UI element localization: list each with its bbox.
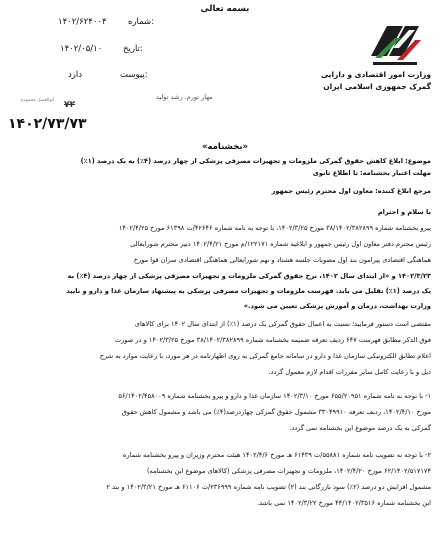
- validity-text: تا اطلاع ثانوی: [312, 169, 358, 177]
- paragraph-line: فوق الذکر مطابق فهرست ۶۴۷ ردیف تعرفه ضمیمه بخشنامه شماره ۳۸/۱۴۰۲/۳۸۲۸۹۹ مورخ ۱۴۰۲/۳/۲۵ و در صورت: [114, 336, 431, 344]
- paragraph-line: مقتضی است دستور فرمایید؛ نسبت به اعمال حقوق گمرکی یک درصد (۱٪) از ابتدای سال ۱۴۰۲ برای کالاهای: [134, 320, 431, 328]
- paragraph-line: ۱- با توجه به نامه شماره ۶۵۵/۲۰۹۵۱ مورخ ۱۴۰۲/۳/۱۰ سازمان غذا و دارو و پیرو بخشنامه شماره ۵۶/۱۴۰۲/۴۵۸۰۰۹: [118, 392, 431, 400]
- issuer-text: معاون اول محترم رئیس جمهور: [271, 187, 374, 195]
- paragraph-line: ذیل و با رعایت کامل سایر مقررات اقدام لازم معمول گردد.: [268, 368, 431, 376]
- paragraph-line: ۲- با توجه به تصویب نامه شماره ۵۵۸۸۱/ت ۶۱۴۳۹ هـ مورخ ۱۴۰۲/۴/۶ هیئت محترم وزیران و پیرو بخشنامه شماره: [122, 451, 431, 459]
- greeting: با سلام و احترام: [377, 208, 431, 216]
- customs-name: گمرک جمهوری اسلامی ایران: [323, 82, 431, 91]
- customs-logo: [365, 18, 425, 68]
- issuer-label: مرجع ابلاغ کننده:: [375, 187, 431, 195]
- paragraph-line: مشمول افزایش دو درصد (۲٪) سود بازرگانی بند (۲) تصویب نامه شماره ۲۳۶۹۹۹/ت ۶۱۱۰۶ هـ مورخ ۱۴۰۲/۳/۲۱ و بند ۲: [106, 483, 431, 491]
- paragraph-line: وزارت بهداشت، درمان و آموزش پزشکی تعیین می شود.»: [243, 302, 431, 310]
- subject-text: ابلاغ کاهش حقوق گمرکی ملزومات و تجهیزات مصرفی پزشکی از چهار درصد (۴٪) به یک درصد (۱٪): [80, 157, 404, 165]
- paragraph-line: این بخشنامه شماره ۴۴/۱۴۰۲/۳۵۱۶ مورخ ۱۴۰۲/۳/۲۲ نمی باشد.: [257, 499, 431, 507]
- number-label: شماره:: [128, 17, 155, 27]
- validity-label: مهلت اعتبار بخشنامه:: [360, 169, 431, 177]
- paragraph-line: رئیس محترم دفتر معاون اول رئیس جمهور و ابلاغیه شماره ۱۲۲۱۷۱/م مورخ ۱۴۰۲/۴/۲۱ دبیر محترم شورایعالی: [130, 240, 431, 248]
- paragraph-line: پیرو بخشنامه شماره ۳۸/۱۴۰۲/۳۸۲۸۹۹ مورخ ۱۴۰۲/۳/۲۵، با توجه به نامه شماره ۴۲۶۴۶/ت ۶۱۳۹۸ مورخ ۱۴۰۲/۴/۲۵: [118, 224, 431, 232]
- circular-number-struck: ۷۲: [64, 100, 75, 110]
- validity-line: [313, 169, 431, 178]
- paragraph-line: مورخ ۱۴۰۲/۴/۱۰، ردیف تعرفه ۳۳۰۴۹۹۱۰ مشمول حقوق گمرکی چهاردرصد(۴٪) می باشد و مشمول کاهش حقوق: [121, 408, 431, 416]
- paragraph-line: ۶۲/۱۴۰۲/۵۱۷۱۷۴ مورخ ۱۴۰۲/۴/۲۰، ملزومات و تجهیزات مصرفی پزشکی (کالاهای موضوع این بخشنامه): [146, 467, 431, 475]
- circular-number: ۱۴۰۲/۷۳/۷۳: [8, 116, 87, 132]
- signature-note: ابوالفضل محمودی: [20, 98, 55, 103]
- date-label: تاریخ:: [123, 44, 143, 54]
- subject-label: موضوع:: [405, 157, 431, 165]
- paragraph-line: هماهنگی اقتصادی پیرامون بند اول مصوبات جلسه هشتاد و نهم شورایعالی هماهنگی اقتصادی سران قوا مورخ: [133, 256, 431, 264]
- circular-title: «بخشنامه»: [201, 142, 249, 152]
- subject-line: [81, 157, 431, 166]
- number-value: ۱۴۰۲/۶۲۴۰۰۴: [58, 17, 107, 27]
- issuer-line: [272, 187, 431, 196]
- paragraph-line: ۱۴۰۲/۳/۲۳ و «از ابتدای سال ۱۴۰۲، نرخ حقوق گمرکی ملزومات و تجهیزات مصرفی پزشکی از چهار درصد (۴٪) به: [67, 272, 431, 280]
- slogan-stamp: مهار تورم، رشد تولید: [156, 93, 213, 101]
- basmala: بسمه تعالی: [200, 4, 250, 14]
- paragraph-line: گمرکی به یک درصد موضوع این بخشنامه نمی گردد.: [289, 424, 431, 432]
- ministry-name: وزارت امور اقتصادی و دارایی: [321, 70, 431, 79]
- attachment-value: دارد: [68, 70, 83, 80]
- date-value: ۱۴۰۲/۰۵/۱۰: [60, 44, 103, 54]
- paragraph-line: یک درصد (۱٪) تقلیل می یابد. فهرست ملزومات و تجهیزات مصرفی پزشکی به پیشنهاد سازمان غذا و دارو و تایید: [66, 287, 431, 295]
- paragraph-line: اعلام تطابق الکترونیکی سازمان غذا و دارو در سامانه جامع گمرکی به روی اظهارنامه در هر مورد، با رعایت موارد به شرح: [99, 352, 431, 360]
- attachment-label: پیوست:: [120, 70, 148, 80]
